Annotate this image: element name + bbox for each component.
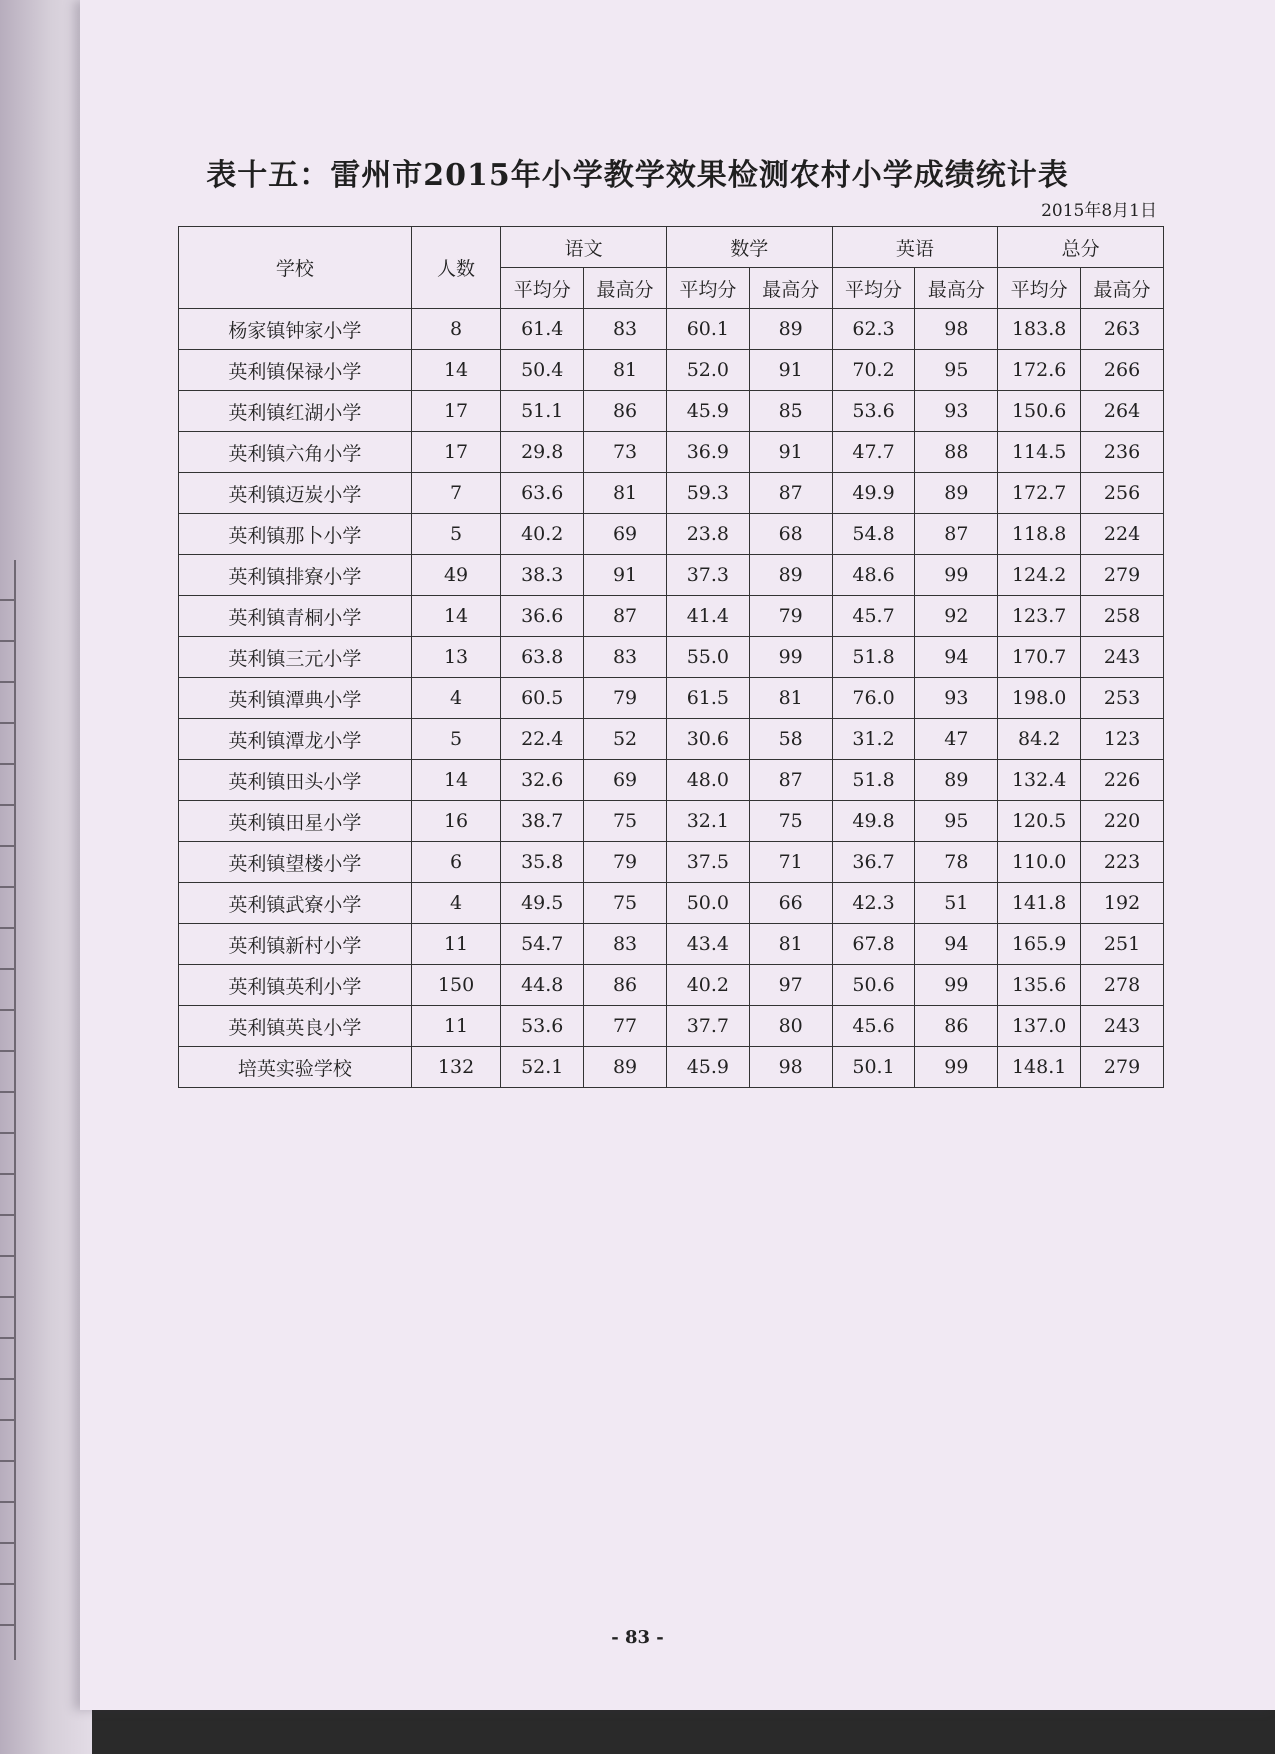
cell-english-max: 93: [915, 678, 998, 719]
cell-math-max: 75: [749, 801, 832, 842]
cell-total-avg: 148.1: [998, 1047, 1081, 1088]
cell-english-max: 88: [915, 432, 998, 473]
cell-count: 17: [411, 391, 501, 432]
cell-chinese-avg: 51.1: [501, 391, 584, 432]
cell-total-max: 278: [1081, 965, 1164, 1006]
cell-school: 英利镇英利小学: [179, 965, 412, 1006]
cell-total-avg: 110.0: [998, 842, 1081, 883]
table-row: [179, 432, 1164, 473]
cell-english-avg: 51.8: [832, 760, 915, 801]
cell-chinese-max: 52: [584, 719, 667, 760]
cell-total-max: 224: [1081, 514, 1164, 555]
cell-english-max: 98: [915, 309, 998, 350]
cell-total-max: 236: [1081, 432, 1164, 473]
table-row: [179, 678, 1164, 719]
table-row: [179, 801, 1164, 842]
cell-total-max: 279: [1081, 555, 1164, 596]
cell-school: 英利镇潭龙小学: [179, 719, 412, 760]
cell-english-avg: 53.6: [832, 391, 915, 432]
cell-math-avg: 59.3: [666, 473, 749, 514]
cell-math-max: 79: [749, 596, 832, 637]
header-school: 学校: [179, 227, 412, 309]
header-total: 总分: [998, 227, 1164, 268]
cell-english-avg: 49.8: [832, 801, 915, 842]
cell-math-avg: 61.5: [666, 678, 749, 719]
cell-count: 4: [411, 678, 501, 719]
table-row: [179, 760, 1164, 801]
cell-english-max: 47: [915, 719, 998, 760]
cell-count: 150: [411, 965, 501, 1006]
cell-total-avg: 172.6: [998, 350, 1081, 391]
cell-total-max: 251: [1081, 924, 1164, 965]
cell-count: 7: [411, 473, 501, 514]
page-number: - 83 -: [611, 1627, 664, 1648]
cell-total-max: 258: [1081, 596, 1164, 637]
cell-school: 英利镇三元小学: [179, 637, 412, 678]
cell-count: 14: [411, 760, 501, 801]
cell-math-max: 58: [749, 719, 832, 760]
cell-school: 英利镇望楼小学: [179, 842, 412, 883]
score-table: [178, 226, 1164, 1088]
cell-chinese-avg: 32.6: [501, 760, 584, 801]
cell-total-avg: 198.0: [998, 678, 1081, 719]
cell-math-avg: 41.4: [666, 596, 749, 637]
cell-math-max: 89: [749, 555, 832, 596]
cell-total-max: 243: [1081, 637, 1164, 678]
cell-english-max: 78: [915, 842, 998, 883]
cell-total-avg: 123.7: [998, 596, 1081, 637]
cell-total-max: 279: [1081, 1047, 1164, 1088]
cell-chinese-max: 69: [584, 760, 667, 801]
cell-school: 杨家镇钟家小学: [179, 309, 412, 350]
cell-english-avg: 36.7: [832, 842, 915, 883]
cell-count: 5: [411, 719, 501, 760]
cell-math-avg: 37.7: [666, 1006, 749, 1047]
cell-english-avg: 31.2: [832, 719, 915, 760]
cell-total-avg: 141.8: [998, 883, 1081, 924]
header-math-avg: 平均分: [666, 268, 749, 309]
cell-total-max: 226: [1081, 760, 1164, 801]
cell-math-avg: 37.5: [666, 842, 749, 883]
cell-school: 英利镇那卜小学: [179, 514, 412, 555]
cell-total-avg: 135.6: [998, 965, 1081, 1006]
cell-math-max: 89: [749, 309, 832, 350]
cell-chinese-avg: 35.8: [501, 842, 584, 883]
table-row: [179, 883, 1164, 924]
cell-math-max: 87: [749, 760, 832, 801]
cell-chinese-avg: 63.8: [501, 637, 584, 678]
cell-count: 132: [411, 1047, 501, 1088]
cell-english-max: 94: [915, 637, 998, 678]
cell-total-avg: 183.8: [998, 309, 1081, 350]
cell-school: 英利镇新村小学: [179, 924, 412, 965]
cell-count: 14: [411, 596, 501, 637]
cell-school: 英利镇保禄小学: [179, 350, 412, 391]
cell-chinese-max: 87: [584, 596, 667, 637]
cell-chinese-max: 77: [584, 1006, 667, 1047]
cell-chinese-avg: 52.1: [501, 1047, 584, 1088]
cell-english-avg: 62.3: [832, 309, 915, 350]
cell-math-avg: 60.1: [666, 309, 749, 350]
cell-total-max: 123: [1081, 719, 1164, 760]
table-row: [179, 1006, 1164, 1047]
cell-english-max: 99: [915, 1047, 998, 1088]
cell-english-avg: 45.6: [832, 1006, 915, 1047]
cell-school: 英利镇英良小学: [179, 1006, 412, 1047]
cell-total-avg: 172.7: [998, 473, 1081, 514]
cell-total-max: 264: [1081, 391, 1164, 432]
cell-total-max: 223: [1081, 842, 1164, 883]
cell-math-avg: 30.6: [666, 719, 749, 760]
cell-total-avg: 124.2: [998, 555, 1081, 596]
table-row: [179, 309, 1164, 350]
cell-math-avg: 40.2: [666, 965, 749, 1006]
cell-english-avg: 47.7: [832, 432, 915, 473]
ruled-edge: [0, 560, 16, 1660]
header-chinese-avg: 平均分: [501, 268, 584, 309]
header-count: 人数: [411, 227, 501, 309]
cell-count: 4: [411, 883, 501, 924]
cell-math-avg: 43.4: [666, 924, 749, 965]
cell-school: 英利镇六角小学: [179, 432, 412, 473]
header-total-max: 最高分: [1081, 268, 1164, 309]
cell-chinese-max: 86: [584, 391, 667, 432]
cell-school: 英利镇潭典小学: [179, 678, 412, 719]
cell-school: 英利镇田星小学: [179, 801, 412, 842]
cell-school: 英利镇青桐小学: [179, 596, 412, 637]
cell-school: 英利镇排寮小学: [179, 555, 412, 596]
cell-math-avg: 55.0: [666, 637, 749, 678]
cell-chinese-max: 83: [584, 309, 667, 350]
cell-english-max: 99: [915, 555, 998, 596]
cell-chinese-avg: 29.8: [501, 432, 584, 473]
cell-total-avg: 165.9: [998, 924, 1081, 965]
header-english-avg: 平均分: [832, 268, 915, 309]
cell-english-max: 94: [915, 924, 998, 965]
cell-math-max: 87: [749, 473, 832, 514]
cell-chinese-avg: 40.2: [501, 514, 584, 555]
cell-math-avg: 45.9: [666, 391, 749, 432]
cell-english-max: 93: [915, 391, 998, 432]
cell-chinese-max: 83: [584, 924, 667, 965]
cell-english-avg: 49.9: [832, 473, 915, 514]
cell-chinese-max: 83: [584, 637, 667, 678]
cell-count: 11: [411, 1006, 501, 1047]
cell-math-max: 80: [749, 1006, 832, 1047]
cell-english-max: 86: [915, 1006, 998, 1047]
cell-english-avg: 51.8: [832, 637, 915, 678]
cell-total-max: 192: [1081, 883, 1164, 924]
cell-chinese-avg: 61.4: [501, 309, 584, 350]
header-english-max: 最高分: [915, 268, 998, 309]
cell-math-avg: 48.0: [666, 760, 749, 801]
table-row: [179, 391, 1164, 432]
cell-math-max: 91: [749, 350, 832, 391]
cell-total-avg: 120.5: [998, 801, 1081, 842]
table-row: [179, 514, 1164, 555]
header-row-subjects: [179, 227, 1164, 268]
cell-math-avg: 23.8: [666, 514, 749, 555]
table-row: [179, 473, 1164, 514]
cell-chinese-max: 81: [584, 350, 667, 391]
cell-chinese-avg: 38.7: [501, 801, 584, 842]
cell-count: 13: [411, 637, 501, 678]
table-row: [179, 555, 1164, 596]
cell-chinese-max: 81: [584, 473, 667, 514]
cell-total-avg: 132.4: [998, 760, 1081, 801]
cell-math-max: 97: [749, 965, 832, 1006]
header-math: 数学: [666, 227, 832, 268]
cell-english-max: 99: [915, 965, 998, 1006]
cell-total-avg: 150.6: [998, 391, 1081, 432]
cell-count: 5: [411, 514, 501, 555]
header-math-max: 最高分: [749, 268, 832, 309]
cell-chinese-max: 75: [584, 801, 667, 842]
cell-english-max: 51: [915, 883, 998, 924]
cell-chinese-avg: 44.8: [501, 965, 584, 1006]
cell-english-avg: 67.8: [832, 924, 915, 965]
cell-count: 16: [411, 801, 501, 842]
cell-total-max: 263: [1081, 309, 1164, 350]
table-row: [179, 842, 1164, 883]
cell-total-avg: 170.7: [998, 637, 1081, 678]
cell-total-max: 266: [1081, 350, 1164, 391]
cell-math-max: 91: [749, 432, 832, 473]
cell-school: 培英实验学校: [179, 1047, 412, 1088]
cell-chinese-avg: 49.5: [501, 883, 584, 924]
cell-english-avg: 70.2: [832, 350, 915, 391]
cell-total-avg: 114.5: [998, 432, 1081, 473]
cell-english-max: 95: [915, 801, 998, 842]
cell-chinese-avg: 36.6: [501, 596, 584, 637]
header-chinese: 语文: [501, 227, 667, 268]
cell-math-max: 68: [749, 514, 832, 555]
cell-english-avg: 45.7: [832, 596, 915, 637]
cell-count: 6: [411, 842, 501, 883]
cell-count: 14: [411, 350, 501, 391]
cell-chinese-avg: 50.4: [501, 350, 584, 391]
cell-english-max: 89: [915, 760, 998, 801]
header-english: 英语: [832, 227, 998, 268]
cell-chinese-max: 75: [584, 883, 667, 924]
cell-chinese-avg: 22.4: [501, 719, 584, 760]
cell-english-avg: 50.1: [832, 1047, 915, 1088]
cell-count: 8: [411, 309, 501, 350]
cell-chinese-avg: 38.3: [501, 555, 584, 596]
cell-math-avg: 45.9: [666, 1047, 749, 1088]
cell-count: 11: [411, 924, 501, 965]
cell-school: 英利镇迈炭小学: [179, 473, 412, 514]
cell-english-avg: 42.3: [832, 883, 915, 924]
cell-math-max: 71: [749, 842, 832, 883]
cell-chinese-max: 73: [584, 432, 667, 473]
cell-english-avg: 48.6: [832, 555, 915, 596]
cell-math-avg: 50.0: [666, 883, 749, 924]
cell-english-max: 87: [915, 514, 998, 555]
cell-english-max: 92: [915, 596, 998, 637]
cell-chinese-max: 91: [584, 555, 667, 596]
cell-count: 17: [411, 432, 501, 473]
cell-english-avg: 54.8: [832, 514, 915, 555]
cell-chinese-avg: 60.5: [501, 678, 584, 719]
cell-chinese-max: 86: [584, 965, 667, 1006]
table-row: [179, 965, 1164, 1006]
cell-math-max: 85: [749, 391, 832, 432]
header-total-avg: 平均分: [998, 268, 1081, 309]
cell-chinese-max: 69: [584, 514, 667, 555]
cell-chinese-max: 79: [584, 842, 667, 883]
cell-math-max: 81: [749, 678, 832, 719]
cell-chinese-avg: 53.6: [501, 1006, 584, 1047]
page-title: 表十五：雷州市2015年小学教学效果检测农村小学成绩统计表: [206, 158, 1069, 193]
table-row: [179, 1047, 1164, 1088]
table-row: [179, 596, 1164, 637]
cell-chinese-avg: 63.6: [501, 473, 584, 514]
cell-total-avg: 118.8: [998, 514, 1081, 555]
table-row: [179, 924, 1164, 965]
cell-math-avg: 37.3: [666, 555, 749, 596]
cell-math-avg: 36.9: [666, 432, 749, 473]
cell-english-max: 95: [915, 350, 998, 391]
cell-math-max: 66: [749, 883, 832, 924]
table-row: [179, 350, 1164, 391]
cell-chinese-max: 89: [584, 1047, 667, 1088]
cell-math-max: 99: [749, 637, 832, 678]
cell-count: 49: [411, 555, 501, 596]
report-date: 2015年8月1日: [1041, 201, 1157, 221]
cell-english-max: 89: [915, 473, 998, 514]
cell-english-avg: 76.0: [832, 678, 915, 719]
cell-chinese-max: 79: [584, 678, 667, 719]
cell-school: 英利镇红湖小学: [179, 391, 412, 432]
cell-math-avg: 32.1: [666, 801, 749, 842]
cell-total-avg: 84.2: [998, 719, 1081, 760]
cell-math-max: 81: [749, 924, 832, 965]
cell-total-max: 220: [1081, 801, 1164, 842]
cell-total-max: 256: [1081, 473, 1164, 514]
table-row: [179, 637, 1164, 678]
cell-math-avg: 52.0: [666, 350, 749, 391]
cell-school: 英利镇武寮小学: [179, 883, 412, 924]
cell-total-max: 243: [1081, 1006, 1164, 1047]
cell-english-avg: 50.6: [832, 965, 915, 1006]
header-chinese-max: 最高分: [584, 268, 667, 309]
cell-school: 英利镇田头小学: [179, 760, 412, 801]
table-row: [179, 719, 1164, 760]
cell-chinese-avg: 54.7: [501, 924, 584, 965]
cell-total-max: 253: [1081, 678, 1164, 719]
cell-math-max: 98: [749, 1047, 832, 1088]
cell-total-avg: 137.0: [998, 1006, 1081, 1047]
